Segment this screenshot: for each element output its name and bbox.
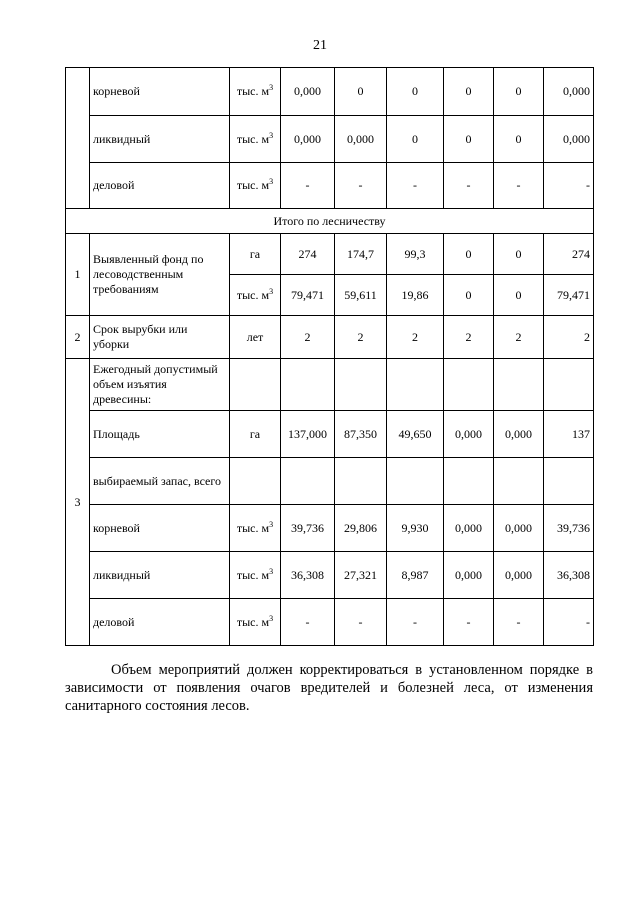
value-cell: 0,000 bbox=[494, 505, 544, 552]
forest-measures-table bbox=[65, 67, 594, 646]
row-label: ликвидный bbox=[90, 116, 230, 163]
row-label: Выявленный фонд по лесоводственным требованиям bbox=[90, 234, 230, 316]
row-label: корневой bbox=[90, 505, 230, 552]
value-cell: - bbox=[494, 599, 544, 646]
table-row bbox=[66, 68, 594, 116]
value-cell: - bbox=[444, 163, 494, 209]
value-cell: - bbox=[281, 599, 335, 646]
unit-superscript: 3 bbox=[269, 566, 274, 576]
value-cell: 0 bbox=[494, 116, 544, 163]
table-row bbox=[66, 458, 594, 505]
value-cell: 0,000 bbox=[281, 116, 335, 163]
unit-text: тыс. м bbox=[236, 520, 270, 535]
value-cell: 137,000 bbox=[281, 411, 335, 458]
table-row bbox=[66, 505, 594, 552]
unit-text: тыс. м bbox=[236, 567, 270, 582]
empty-cell bbox=[281, 458, 335, 505]
value-cell: 39,736 bbox=[544, 505, 594, 552]
unit-superscript: 3 bbox=[269, 83, 274, 92]
footer-text: Объем мероприятий должен корректироваться в установленном порядке в зависимости от появления очагов вредителей и болезней леса, от изменения санитарного состояния лесов. bbox=[65, 662, 593, 714]
empty-cell bbox=[387, 458, 444, 505]
value-cell: - bbox=[544, 599, 594, 646]
value-cell: 0,000 bbox=[444, 505, 494, 552]
value-cell: 0,000 bbox=[544, 116, 594, 163]
footer-paragraph bbox=[65, 661, 593, 715]
empty-cell bbox=[494, 458, 544, 505]
value-cell: - bbox=[281, 163, 335, 209]
unit-text: тыс. м bbox=[236, 614, 270, 629]
value-cell: 99,3 bbox=[387, 234, 444, 275]
value-cell: - bbox=[335, 163, 387, 209]
unit-cell: га bbox=[230, 234, 281, 275]
value-cell: - bbox=[335, 599, 387, 646]
unit-cell bbox=[230, 552, 281, 599]
unit-cell bbox=[230, 275, 281, 316]
value-cell: 137 bbox=[544, 411, 594, 458]
table-row bbox=[66, 552, 594, 599]
number-cell bbox=[66, 68, 90, 209]
section-title: Итого по лесничеству bbox=[66, 209, 594, 234]
value-cell: - bbox=[444, 599, 494, 646]
value-cell: 0 bbox=[494, 68, 544, 116]
value-cell: 0,000 bbox=[494, 411, 544, 458]
value-cell: 0 bbox=[444, 275, 494, 316]
value-cell: 0 bbox=[494, 275, 544, 316]
value-cell: 79,471 bbox=[281, 275, 335, 316]
unit-superscript: 3 bbox=[269, 130, 274, 140]
value-cell: 87,350 bbox=[335, 411, 387, 458]
value-cell: 0 bbox=[335, 68, 387, 116]
empty-cell bbox=[335, 458, 387, 505]
unit-cell bbox=[230, 163, 281, 209]
table-row bbox=[66, 411, 594, 458]
value-cell: - bbox=[494, 163, 544, 209]
value-cell: 2 bbox=[335, 316, 387, 359]
value-cell: 49,650 bbox=[387, 411, 444, 458]
value-cell: 0,000 bbox=[444, 552, 494, 599]
value-cell: 0 bbox=[494, 234, 544, 275]
value-cell: 9,930 bbox=[387, 505, 444, 552]
value-cell: 36,308 bbox=[281, 552, 335, 599]
empty-cell bbox=[544, 458, 594, 505]
unit-text: тыс. м bbox=[236, 287, 270, 302]
unit-superscript: 3 bbox=[269, 613, 274, 623]
row-label: Срок вырубки или уборки bbox=[90, 316, 230, 359]
section-header-row bbox=[66, 209, 594, 234]
unit-superscript: 3 bbox=[269, 286, 274, 296]
value-cell: 0,000 bbox=[544, 68, 594, 116]
value-cell: 39,736 bbox=[281, 505, 335, 552]
row-label: деловой bbox=[90, 599, 230, 646]
value-cell: 0,000 bbox=[444, 411, 494, 458]
value-cell: 0,000 bbox=[494, 552, 544, 599]
unit-cell bbox=[230, 505, 281, 552]
value-cell: 0 bbox=[444, 68, 494, 116]
empty-cell bbox=[494, 359, 544, 411]
empty-cell bbox=[544, 359, 594, 411]
value-cell: 2 bbox=[281, 316, 335, 359]
item-number: 3 bbox=[66, 359, 90, 646]
empty-cell bbox=[281, 359, 335, 411]
unit-cell bbox=[230, 599, 281, 646]
table-row bbox=[66, 359, 594, 411]
value-cell: 59,611 bbox=[335, 275, 387, 316]
value-cell: 0 bbox=[387, 116, 444, 163]
empty-cell bbox=[444, 458, 494, 505]
unit-text: тыс. м bbox=[236, 178, 270, 192]
value-cell: - bbox=[387, 599, 444, 646]
value-cell: 2 bbox=[387, 316, 444, 359]
value-cell: 0,000 bbox=[335, 116, 387, 163]
empty-cell bbox=[230, 359, 281, 411]
value-cell: 0,000 bbox=[281, 68, 335, 116]
value-cell: 0 bbox=[444, 234, 494, 275]
row-label: корневой bbox=[90, 68, 230, 116]
row-label: Площадь bbox=[90, 411, 230, 458]
row-label: Ежегодный допустимый объем изъятия древесины: bbox=[90, 359, 230, 411]
row-label: выбираемый запас, всего bbox=[90, 458, 230, 505]
value-cell: 0 bbox=[387, 68, 444, 116]
table-row bbox=[66, 116, 594, 163]
unit-text: тыс. м bbox=[236, 84, 270, 98]
unit-cell bbox=[230, 68, 281, 116]
page-number: 21 bbox=[313, 38, 327, 53]
value-cell: 274 bbox=[281, 234, 335, 275]
unit-cell bbox=[230, 116, 281, 163]
empty-cell bbox=[335, 359, 387, 411]
unit-cell: лет bbox=[230, 316, 281, 359]
empty-cell bbox=[444, 359, 494, 411]
table-row bbox=[66, 316, 594, 359]
empty-cell bbox=[230, 458, 281, 505]
table-row bbox=[66, 599, 594, 646]
unit-text: тыс. м bbox=[236, 131, 270, 146]
value-cell: 274 bbox=[544, 234, 594, 275]
value-cell: 2 bbox=[444, 316, 494, 359]
unit-cell: га bbox=[230, 411, 281, 458]
value-cell: 0 bbox=[444, 116, 494, 163]
item-number: 1 bbox=[66, 234, 90, 316]
value-cell: 36,308 bbox=[544, 552, 594, 599]
row-label: ликвидный bbox=[90, 552, 230, 599]
empty-cell bbox=[387, 359, 444, 411]
item-number: 2 bbox=[66, 316, 90, 359]
unit-superscript: 3 bbox=[269, 519, 274, 529]
row-label: деловой bbox=[90, 163, 230, 209]
value-cell: 2 bbox=[544, 316, 594, 359]
value-cell: - bbox=[544, 163, 594, 209]
value-cell: 19,86 bbox=[387, 275, 444, 316]
value-cell: 8,987 bbox=[387, 552, 444, 599]
value-cell: 27,321 bbox=[335, 552, 387, 599]
unit-superscript: 3 bbox=[269, 177, 274, 186]
table-row bbox=[66, 234, 594, 275]
value-cell: 79,471 bbox=[544, 275, 594, 316]
value-cell: - bbox=[387, 163, 444, 209]
value-cell: 2 bbox=[494, 316, 544, 359]
value-cell: 29,806 bbox=[335, 505, 387, 552]
table-row bbox=[66, 163, 594, 209]
value-cell: 174,7 bbox=[335, 234, 387, 275]
